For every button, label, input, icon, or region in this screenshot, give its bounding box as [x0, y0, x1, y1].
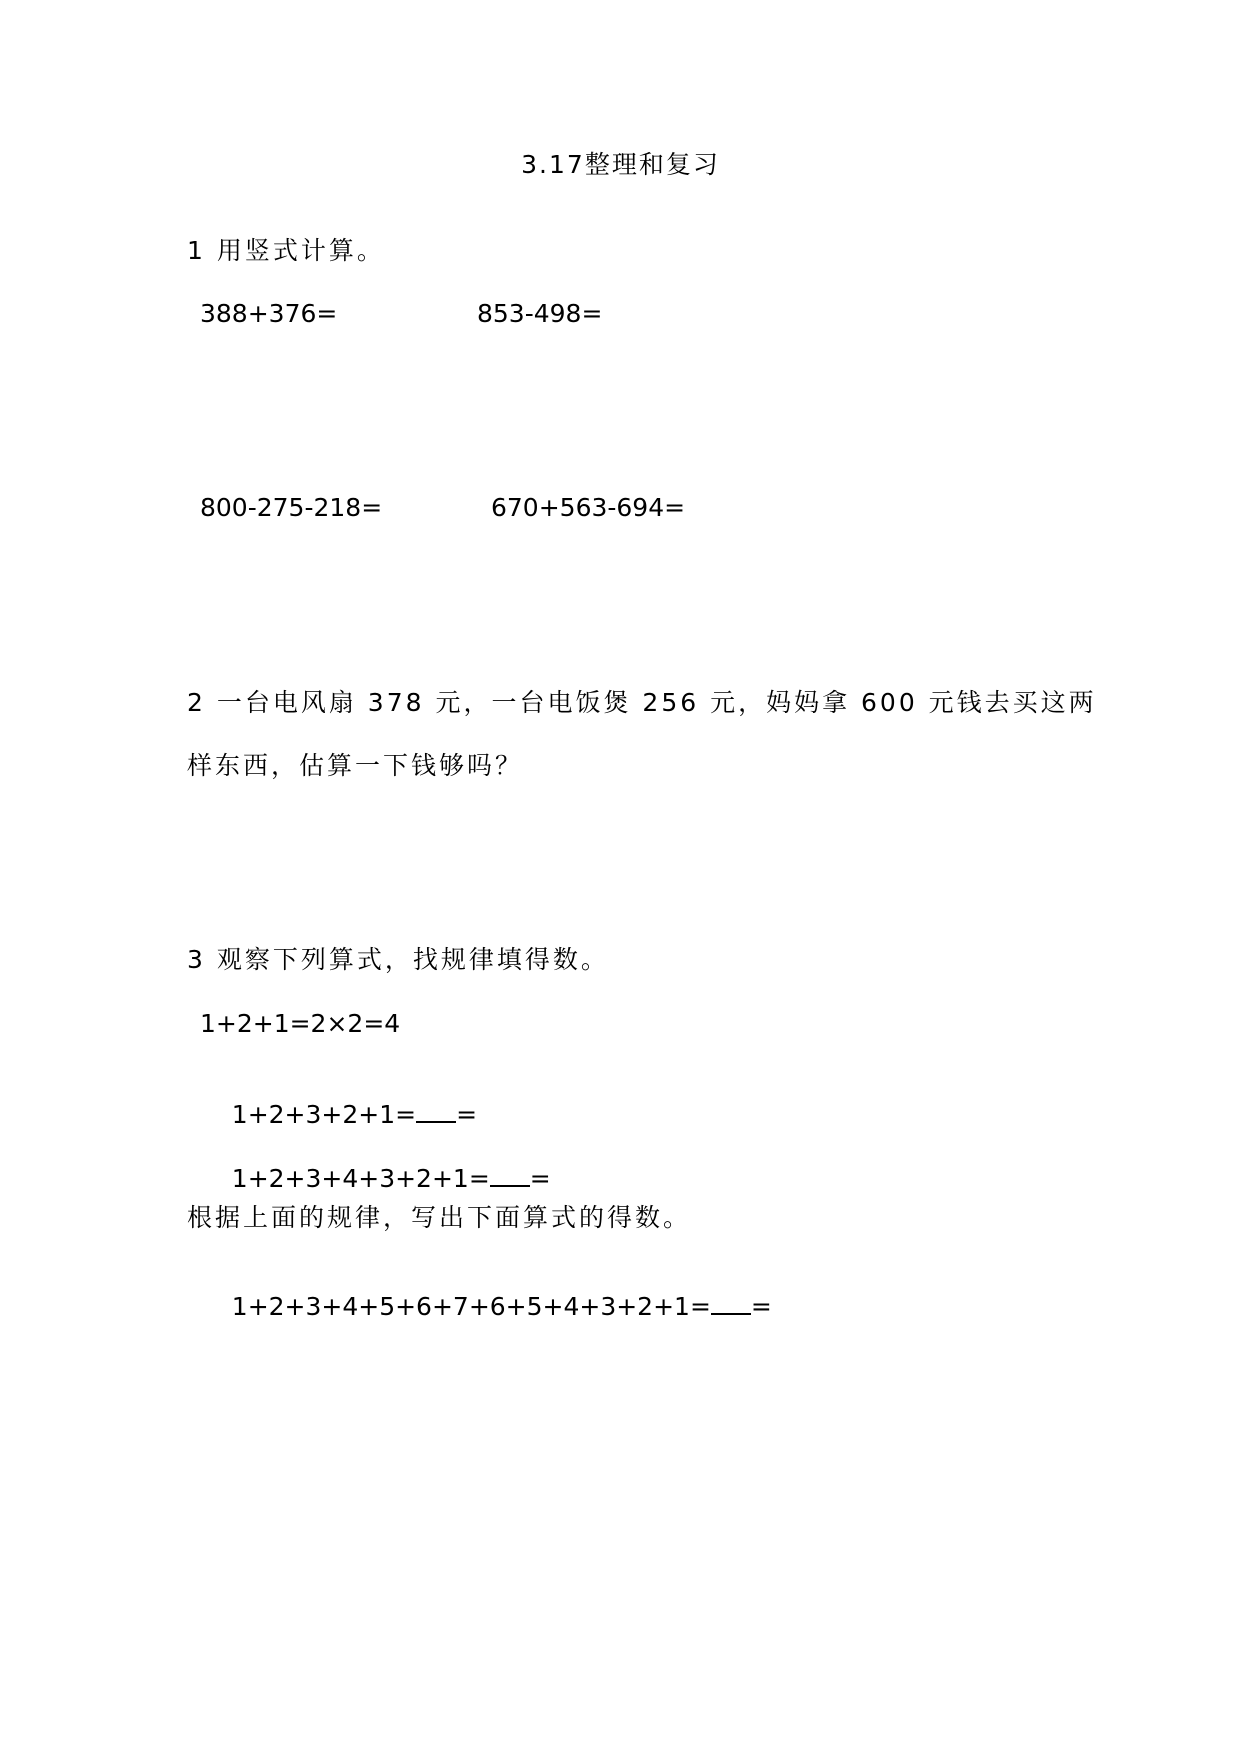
pattern-row-2-expression: 1+2+3+4+3+2+1= — [231, 1164, 490, 1193]
calc-item-1: 388+376= — [200, 299, 338, 328]
pattern-row-1-expression: 1+2+3+2+1= — [231, 1100, 417, 1129]
answer-blank-3[interactable] — [711, 1309, 751, 1315]
pattern-example: 1+2+1=2×2=4 — [200, 1009, 401, 1038]
pattern-row-3-equals: = — [750, 1292, 772, 1321]
answer-blank-1[interactable] — [416, 1117, 456, 1123]
pattern-row-3-expression: 1+2+3+4+5+6+7+6+5+4+3+2+1= — [231, 1292, 711, 1321]
calc-item-4: 670+563-694= — [491, 493, 686, 522]
pattern-row-1-equals: = — [456, 1100, 478, 1129]
calc-item-2: 853-498= — [477, 299, 603, 328]
question-3-prompt: 3 观察下列算式，找规律填得数。 — [187, 945, 609, 974]
pattern-row-2-equals: = — [529, 1164, 551, 1193]
question-1-prompt: 1 用竖式计算。 — [187, 236, 385, 265]
pattern-row-3 — [200, 1269, 772, 1344]
answer-blank-2[interactable] — [490, 1181, 530, 1187]
question-2-line-1: 2 一台电风扇 378 元，一台电饭煲 256 元，妈妈拿 600 元钱去买这两 — [187, 688, 1097, 717]
page-title: 3.17整理和复习 — [521, 150, 720, 179]
question-2-line-2: 样东西，估算一下钱够吗？ — [187, 751, 524, 780]
calc-item-3: 800-275-218= — [200, 493, 383, 522]
instruction-text: 根据上面的规律，写出下面算式的得数。 — [187, 1203, 692, 1232]
